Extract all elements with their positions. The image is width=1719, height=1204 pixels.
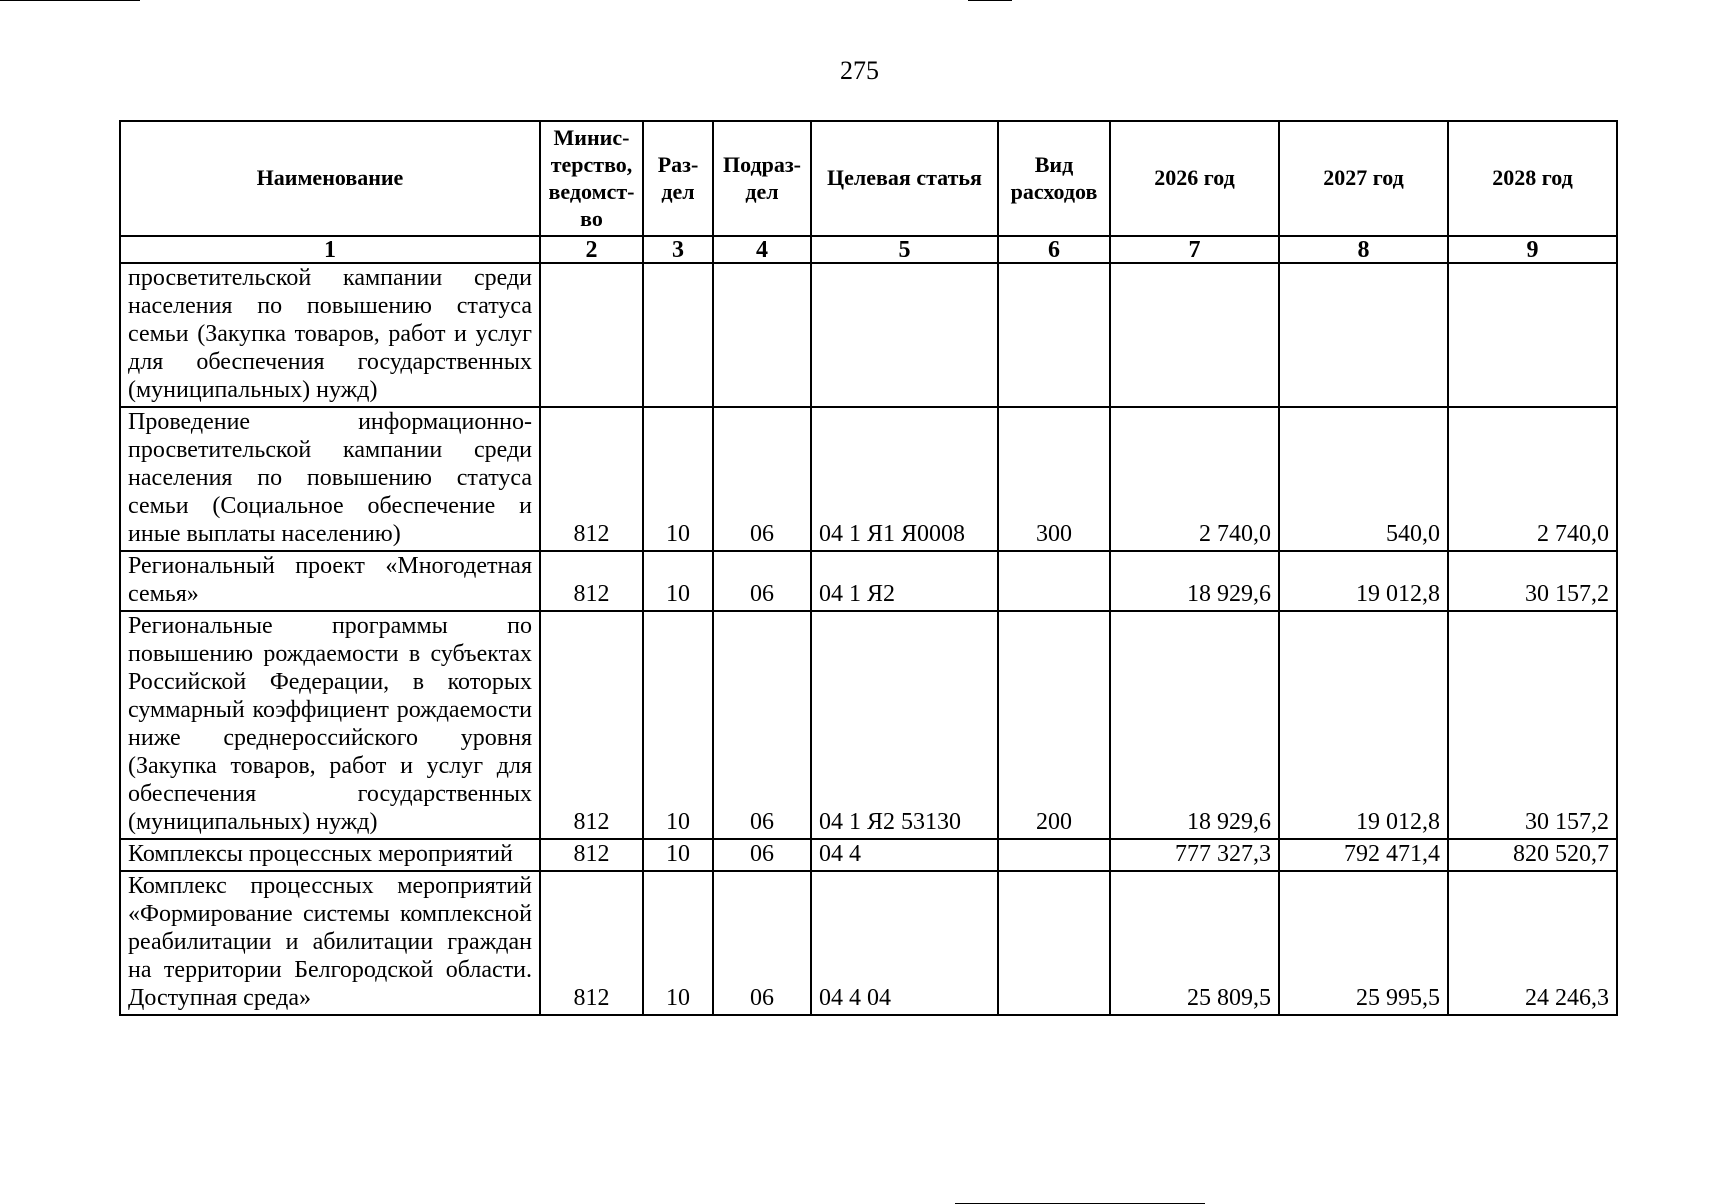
row-target-article: 04 4 04 <box>811 871 998 1015</box>
row-expense-type <box>998 871 1110 1015</box>
column-number: 3 <box>643 236 713 263</box>
row-target-article: 04 4 <box>811 839 998 871</box>
row-name: Комплекс процессных мероприятий «Формирование системы комплексной реабилитации и абилитации граждан на территории Белгородской области. Доступная среда» <box>120 871 540 1015</box>
row-amount-2026: 25 809,5 <box>1110 871 1279 1015</box>
row-amount-2028: 24 246,3 <box>1448 871 1617 1015</box>
row-amount-2028 <box>1448 263 1617 407</box>
header-ministry: Минис-терство, ведомст-во <box>540 121 643 236</box>
row-amount-2027 <box>1279 263 1448 407</box>
row-section: 10 <box>643 871 713 1015</box>
row-amount-2026: 18 929,6 <box>1110 611 1279 839</box>
header-expense-type: Вид расходов <box>998 121 1110 236</box>
row-amount-2028: 2 740,0 <box>1448 407 1617 551</box>
row-amount-2026 <box>1110 263 1279 407</box>
row-expense-type <box>998 263 1110 407</box>
row-target-article: 04 1 Я1 Я0008 <box>811 407 998 551</box>
row-ministry: 812 <box>540 839 643 871</box>
row-name: Проведение информационно-просветительской кампании среди населения по повышению статуса семьи (Социальное обеспечение и иные выплаты населению) <box>120 407 540 551</box>
row-subsection <box>713 263 811 407</box>
row-target-article: 04 1 Я2 <box>811 551 998 611</box>
row-amount-2027: 25 995,5 <box>1279 871 1448 1015</box>
table-row <box>120 839 1617 871</box>
table-header-row <box>120 121 1617 236</box>
column-number: 9 <box>1448 236 1617 263</box>
header-section: Раз-дел <box>643 121 713 236</box>
row-subsection: 06 <box>713 611 811 839</box>
row-amount-2027: 19 012,8 <box>1279 551 1448 611</box>
column-number: 1 <box>120 236 540 263</box>
row-expense-type: 300 <box>998 407 1110 551</box>
row-amount-2028: 30 157,2 <box>1448 551 1617 611</box>
table-row <box>120 871 1617 1015</box>
header-2026: 2026 год <box>1110 121 1279 236</box>
row-section: 10 <box>643 407 713 551</box>
header-name: Наименование <box>120 121 540 236</box>
header-2027: 2027 год <box>1279 121 1448 236</box>
row-ministry: 812 <box>540 611 643 839</box>
row-target-article <box>811 263 998 407</box>
row-amount-2028: 820 520,7 <box>1448 839 1617 871</box>
row-amount-2027: 540,0 <box>1279 407 1448 551</box>
column-number: 4 <box>713 236 811 263</box>
row-amount-2028: 30 157,2 <box>1448 611 1617 839</box>
header-2028: 2028 год <box>1448 121 1617 236</box>
row-name: Региональные программы по повышению рождаемости в субъектах Российской Федерации, в которых суммарный коэффициент рождаемости ниже среднероссийского уровня (Закупка товаров, работ и услуг для обеспечения государственных (муниципальных) нужд) <box>120 611 540 839</box>
row-section: 10 <box>643 611 713 839</box>
row-expense-type: 200 <box>998 611 1110 839</box>
row-section: 10 <box>643 551 713 611</box>
row-subsection: 06 <box>713 839 811 871</box>
header-subsection: Подраз-дел <box>713 121 811 236</box>
table-row <box>120 407 1617 551</box>
column-number: 5 <box>811 236 998 263</box>
row-amount-2026: 18 929,6 <box>1110 551 1279 611</box>
page-number: 275 <box>840 56 879 85</box>
row-section <box>643 263 713 407</box>
table-row <box>120 611 1617 839</box>
header-target-article: Целевая статья <box>811 121 998 236</box>
row-amount-2027: 792 471,4 <box>1279 839 1448 871</box>
row-amount-2026: 2 740,0 <box>1110 407 1279 551</box>
column-number: 2 <box>540 236 643 263</box>
row-section: 10 <box>643 839 713 871</box>
row-ministry: 812 <box>540 407 643 551</box>
row-ministry: 812 <box>540 871 643 1015</box>
row-expense-type <box>998 839 1110 871</box>
row-target-article: 04 1 Я2 53130 <box>811 611 998 839</box>
row-subsection: 06 <box>713 407 811 551</box>
row-expense-type <box>998 551 1110 611</box>
row-name: Комплексы процессных мероприятий <box>120 839 540 871</box>
row-name: Региональный проект «Многодетная семья» <box>120 551 540 611</box>
scan-edge-mark <box>0 0 140 1</box>
row-amount-2027: 19 012,8 <box>1279 611 1448 839</box>
column-number: 8 <box>1279 236 1448 263</box>
row-subsection: 06 <box>713 551 811 611</box>
column-number: 7 <box>1110 236 1279 263</box>
row-name: просветительской кампании среди населения по повышению статуса семьи (Закупка товаров, работ и услуг для обеспечения государственных (муниципальных) нужд) <box>120 263 540 407</box>
column-number-row <box>120 236 1617 263</box>
row-ministry <box>540 263 643 407</box>
table-row <box>120 263 1617 407</box>
scan-edge-mark <box>968 0 1012 1</box>
row-ministry: 812 <box>540 551 643 611</box>
row-amount-2026: 777 327,3 <box>1110 839 1279 871</box>
row-subsection: 06 <box>713 871 811 1015</box>
table-row <box>120 551 1617 611</box>
budget-table <box>119 120 1618 1016</box>
column-number: 6 <box>998 236 1110 263</box>
